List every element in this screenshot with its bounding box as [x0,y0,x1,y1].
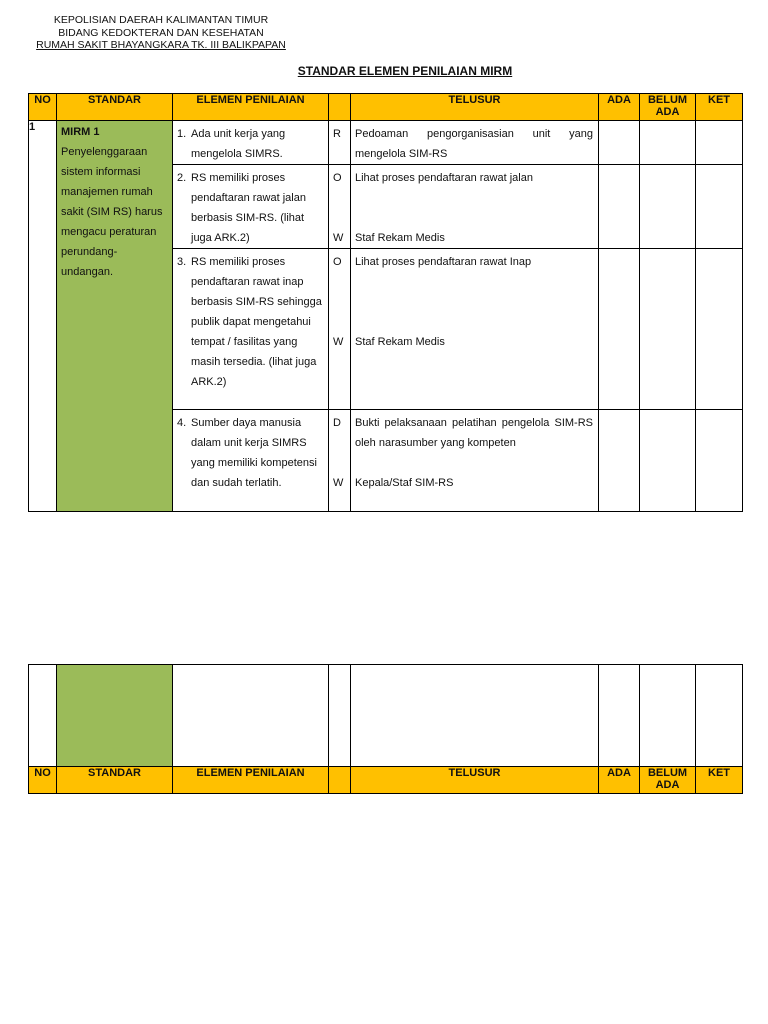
standar-cell [57,121,173,512]
element-cell [173,165,329,249]
telusur-text: Bukti pelaksanaan pelatihan pengelola SIM-RS oleh narasumber yang kompeten [355,417,593,449]
telusur-text: Staf Rekam Medis [355,336,445,348]
belum-ada-cell[interactable] [640,249,696,410]
belum-ada-cell[interactable] [640,121,696,165]
header-no: NO [29,94,57,121]
telusur-text: Pedoaman pengorganisasian unit yang mengelola SIM-RS [355,128,593,160]
header-elemen-penilaian: ELEMEN PENILAIAN [173,94,329,121]
element-number: 4. [177,417,187,429]
element-text: RS memiliki proses pendaftaran rawat inap berbasis SIM-RS sehingga publik dapat mengetahui tempat / fasilitas yang masih tersedia. (lihat juga ARK.2) [191,256,322,388]
table-row [29,121,743,165]
code-letter: O [333,256,342,268]
element-cell [173,249,329,410]
element-number: 2. [177,172,187,184]
code-letter: W [333,232,344,244]
ket-cell[interactable] [696,249,743,410]
telusur-cell [351,249,599,410]
header-belum-ada-line-2: ADA [655,106,680,118]
letterhead-line-3: RUMAH SAKIT BHAYANGKARA TK. III BALIKPAPAN [36,39,286,51]
assessment-table [28,93,743,512]
letterhead [30,14,292,52]
belum-ada-cell[interactable] [640,410,696,512]
header-ket: KET [696,94,743,121]
element-text: Ada unit kerja yang mengelola SIMRS. [191,128,286,160]
ket-cell[interactable] [696,165,743,249]
document-title: STANDAR ELEMEN PENILAIAN MIRM [297,64,513,78]
ket-cell[interactable] [696,665,743,767]
ket-cell[interactable] [696,410,743,512]
letterhead-line-2: BIDANG KEDOKTERAN DAN KESEHATAN [58,26,264,39]
element-text: Sumber daya manusia dalam unit kerja SIMRS yang memiliki kompetensi dan sudah terlatih. [191,417,317,489]
continuation-table [28,664,743,794]
header-code [329,767,351,794]
row-number: 1 [29,121,57,512]
element-cell [173,410,329,512]
header-telusur: TELUSUR [351,767,599,794]
ada-cell[interactable] [599,665,640,767]
header-ada: ADA [599,94,640,121]
header-elemen-penilaian: ELEMEN PENILAIAN [173,767,329,794]
element-number: 3. [177,256,187,268]
belum-ada-cell[interactable] [640,665,696,767]
element-text: RS memiliki proses pendaftaran rawat jalan berbasis SIM-RS. (lihat juga ARK.2) [191,172,306,244]
row-number [29,665,57,767]
table-header-row [29,94,743,121]
code-letter: R [333,128,341,140]
header-belum-ada-line-1: BELUM [647,767,688,779]
header-no: NO [29,767,57,794]
element-cell [173,121,329,165]
ada-cell[interactable] [599,165,640,249]
standar-title: MIRM 1 [61,126,100,138]
header-standar: STANDAR [57,767,173,794]
table-header-row [29,767,743,794]
ada-cell[interactable] [599,249,640,410]
code-cell [329,665,351,767]
code-letter: D [333,417,341,429]
table-row [29,665,743,767]
element-number: 1. [177,128,187,140]
telusur-cell [351,410,599,512]
telusur-cell [351,165,599,249]
code-letter: W [333,336,344,348]
belum-ada-cell[interactable] [640,165,696,249]
code-cell [329,121,351,165]
header-telusur: TELUSUR [351,94,599,121]
code-letter: O [333,172,342,184]
header-belum-ada-line-2: ADA [655,779,680,791]
header-code [329,94,351,121]
telusur-cell [351,121,599,165]
letterhead-line-1: KEPOLISIAN DAERAH KALIMANTAN TIMUR [53,14,269,26]
telusur-text: Staf Rekam Medis [355,232,445,244]
standar-cell [57,665,173,767]
header-ada: ADA [599,767,640,794]
header-belum-ada-line-1: BELUM [647,94,688,106]
code-cell [329,410,351,512]
header-belum-ada [640,767,696,794]
header-ket: KET [696,767,743,794]
code-cell [329,165,351,249]
ket-cell[interactable] [696,121,743,165]
standar-text: Penyelenggaraan sistem informasi manajemen rumah sakit (SIM RS) harus mengacu peraturan perundang-undangan. [61,146,163,278]
code-cell [329,249,351,410]
ada-cell[interactable] [599,121,640,165]
header-standar: STANDAR [57,94,173,121]
ada-cell[interactable] [599,410,640,512]
telusur-text: Kepala/Staf SIM-RS [355,477,454,489]
telusur-text: Lihat proses pendaftaran rawat Inap [355,256,532,268]
code-letter: W [333,477,344,489]
element-cell [173,665,329,767]
telusur-text: Lihat proses pendaftaran rawat jalan [355,172,533,184]
telusur-cell [351,665,599,767]
header-belum-ada [640,94,696,121]
